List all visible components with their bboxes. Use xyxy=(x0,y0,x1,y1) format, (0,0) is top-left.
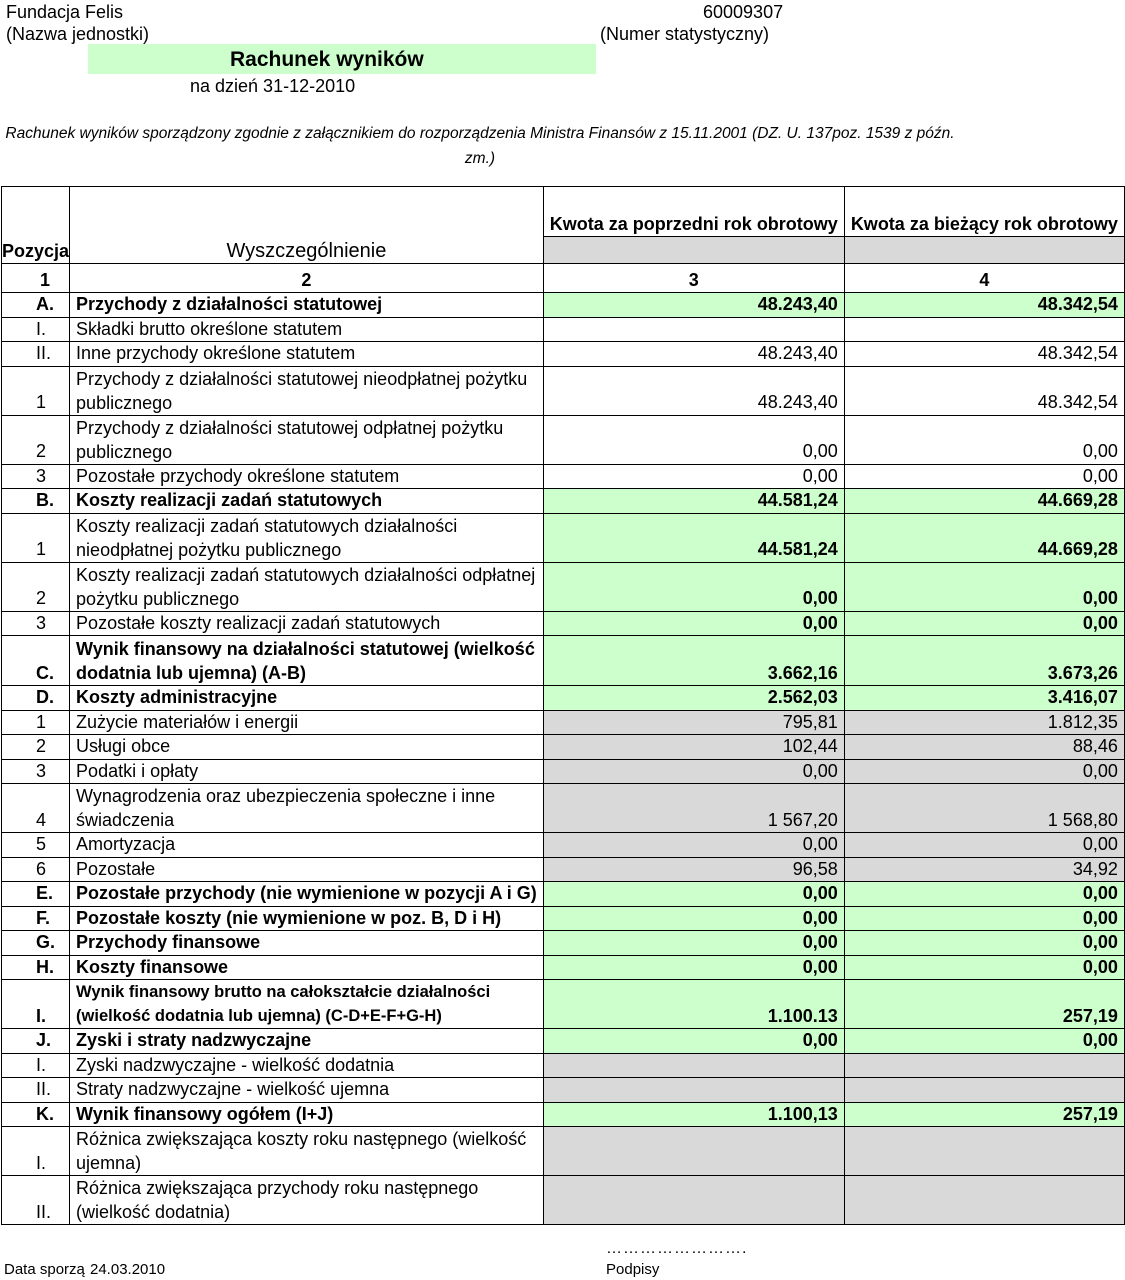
row-pos: H. xyxy=(2,955,70,980)
table-row xyxy=(2,1078,1125,1103)
row-desc: Amortyzacja xyxy=(70,833,544,858)
row-pos: D. xyxy=(2,686,70,711)
row-prev-value: 48.243,40 xyxy=(543,366,844,415)
table-row xyxy=(2,980,1125,1029)
table-row xyxy=(2,513,1125,562)
row-curr-value: 0,00 xyxy=(844,955,1124,980)
row-curr-value xyxy=(844,1078,1124,1103)
row-pos: J. xyxy=(2,1029,70,1054)
header-curr: Kwota za bieżący rok obrotowy xyxy=(844,187,1124,237)
row-curr-value: 0,00 xyxy=(844,464,1124,489)
row-pos: F. xyxy=(2,906,70,931)
row-desc: Wynik finansowy na działalności statutowej (wielkość dodatnia lub ujemna) (A-B) xyxy=(70,636,544,686)
row-desc: Przychody z działalności statutowej nieodpłatnej pożytku publicznego xyxy=(70,366,544,415)
row-curr-value xyxy=(844,1127,1124,1176)
row-desc: Koszty finansowe xyxy=(70,955,544,980)
row-desc: Wynik finansowy brutto na całokształcie działalności (wielkość dodatnia lub ujemna) (C-D+E-F+G-H) xyxy=(70,980,544,1029)
row-curr-value: 0,00 xyxy=(844,833,1124,858)
row-prev-value: 795,81 xyxy=(543,710,844,735)
row-desc: Różnica zwiększająca przychody roku następnego (wielkość dodatnia) xyxy=(70,1176,544,1225)
row-curr-value: 0,00 xyxy=(844,759,1124,784)
unit-label: (Nazwa jednostki) xyxy=(6,24,150,44)
row-curr-value: 48.342,54 xyxy=(844,366,1124,415)
row-curr-value: 3.416,07 xyxy=(844,686,1124,711)
row-curr-value: 0,00 xyxy=(844,931,1124,956)
row-prev-value xyxy=(543,1127,844,1176)
table-row xyxy=(2,784,1125,833)
row-prev-value: 0,00 xyxy=(543,415,844,464)
row-pos: 1 xyxy=(2,366,70,415)
table-row xyxy=(2,759,1125,784)
table-row xyxy=(2,931,1125,956)
table-row xyxy=(2,611,1125,636)
row-desc: Usługi obce xyxy=(70,735,544,760)
row-prev-value: 48.243,40 xyxy=(543,342,844,367)
row-desc: Koszty administracyjne xyxy=(70,686,544,711)
row-desc: Koszty realizacji zadań statutowych xyxy=(70,489,544,514)
row-prev-value: 2.562,03 xyxy=(543,686,844,711)
footer-date-label: Data sporzą xyxy=(4,1261,85,1278)
row-curr-value: 257,19 xyxy=(844,980,1124,1029)
row-curr-value: 0,00 xyxy=(844,906,1124,931)
footer-date-value: 24.03.2010 xyxy=(90,1261,166,1278)
row-prev-value: 0,00 xyxy=(543,611,844,636)
row-prev-value: 0,00 xyxy=(543,464,844,489)
row-pos: II. xyxy=(2,1078,70,1103)
row-desc: Koszty realizacji zadań statutowych działalności odpłatnej pożytku publicznego xyxy=(70,562,544,611)
row-pos: I. xyxy=(2,317,70,342)
row-pos: 1 xyxy=(2,513,70,562)
row-prev-value: 0,00 xyxy=(543,833,844,858)
header-prev: Kwota za poprzedni rok obrotowy xyxy=(543,187,844,237)
row-prev-value: 1.100,13 xyxy=(543,1102,844,1127)
table-row xyxy=(2,882,1125,907)
row-desc: Pozostałe przychody (nie wymienione w pozycji A i G) xyxy=(70,882,544,907)
row-prev-value: 96,58 xyxy=(543,857,844,882)
row-desc: Pozostałe xyxy=(70,857,544,882)
table-row xyxy=(2,1102,1125,1127)
column-number-row xyxy=(2,264,1125,293)
row-pos: I. xyxy=(2,1053,70,1078)
row-desc: Wynagrodzenia oraz ubezpieczenia społeczne i inne świadczenia xyxy=(70,784,544,833)
header-desc: Wyszczególnienie xyxy=(70,187,544,264)
row-curr-value: 1 568,80 xyxy=(844,784,1124,833)
row-curr-value xyxy=(844,317,1124,342)
table-row xyxy=(2,293,1125,318)
row-pos: B. xyxy=(2,489,70,514)
row-prev-value: 0,00 xyxy=(543,759,844,784)
header-pos: Pozycja xyxy=(2,187,70,264)
row-prev-value: 1.100.13 xyxy=(543,980,844,1029)
row-desc: Koszty realizacji zadań statutowych działalności nieodpłatnej pożytku publicznego xyxy=(70,513,544,562)
table-row xyxy=(2,906,1125,931)
table-row xyxy=(2,1053,1125,1078)
row-curr-value: 0,00 xyxy=(844,562,1124,611)
row-prev-value xyxy=(543,1176,844,1225)
row-prev-value: 0,00 xyxy=(543,931,844,956)
row-prev-value: 102,44 xyxy=(543,735,844,760)
row-prev-value: 44.581,24 xyxy=(543,513,844,562)
row-curr-value: 48.342,54 xyxy=(844,342,1124,367)
row-pos: II. xyxy=(2,342,70,367)
table-row xyxy=(2,710,1125,735)
signature-dots: ……………………. xyxy=(606,1240,748,1257)
row-pos: 2 xyxy=(2,415,70,464)
row-pos: 2 xyxy=(2,562,70,611)
row-pos: 5 xyxy=(2,833,70,858)
row-curr-value xyxy=(844,1176,1124,1225)
row-curr-value: 3.673,26 xyxy=(844,636,1124,686)
table-row xyxy=(2,857,1125,882)
row-pos: G. xyxy=(2,931,70,956)
row-pos: 2 xyxy=(2,735,70,760)
row-prev-value: 3.662,16 xyxy=(543,636,844,686)
row-pos: 6 xyxy=(2,857,70,882)
colnum-4: 4 xyxy=(844,264,1124,293)
legal-note: Rachunek wyników sporządzony zgodnie z załącznikiem do rozporządzenia Ministra Finansów z 15.11.2001 (DZ. U. 137poz. 1539 z późn. zm.) xyxy=(5,125,955,167)
header-prev-gray xyxy=(543,237,844,264)
row-desc: Pozostałe koszty (nie wymienione w poz. B, D i H) xyxy=(70,906,544,931)
row-pos: 1 xyxy=(2,710,70,735)
date-line: na dzień 31-12-2010 xyxy=(190,76,356,96)
table-header-row xyxy=(2,187,1125,237)
row-desc: Przychody z działalności statutowej odpłatnej pożytku publicznego xyxy=(70,415,544,464)
row-desc: Różnica zwiększająca koszty roku następnego (wielkość ujemna) xyxy=(70,1127,544,1176)
table-row xyxy=(2,464,1125,489)
row-desc: Pozostałe przychody określone statutem xyxy=(70,464,544,489)
row-curr-value: 0,00 xyxy=(844,1029,1124,1054)
row-pos: C. xyxy=(2,636,70,686)
row-curr-value: 88,46 xyxy=(844,735,1124,760)
row-curr-value: 0,00 xyxy=(844,882,1124,907)
row-prev-value: 1 567,20 xyxy=(543,784,844,833)
row-prev-value xyxy=(543,1053,844,1078)
row-desc: Zużycie materiałów i energii xyxy=(70,710,544,735)
row-curr-value: 257,19 xyxy=(844,1102,1124,1127)
table-row xyxy=(2,317,1125,342)
signature-label: Podpisy xyxy=(606,1261,660,1278)
colnum-2: 2 xyxy=(70,264,544,293)
row-pos: 3 xyxy=(2,611,70,636)
row-pos: I. xyxy=(2,1127,70,1176)
row-prev-value: 48.243,40 xyxy=(543,293,844,318)
row-prev-value xyxy=(543,1078,844,1103)
row-pos: A. xyxy=(2,293,70,318)
table-row xyxy=(2,366,1125,415)
row-desc: Przychody finansowe xyxy=(70,931,544,956)
table-row xyxy=(2,735,1125,760)
table-row xyxy=(2,1029,1125,1054)
row-curr-value: 48.342,54 xyxy=(844,293,1124,318)
table-row xyxy=(2,636,1125,686)
header-curr-gray xyxy=(844,237,1124,264)
row-pos: 3 xyxy=(2,759,70,784)
income-statement-table xyxy=(1,186,1125,1225)
row-curr-value: 1.812,35 xyxy=(844,710,1124,735)
stat-number: 60009307 xyxy=(703,2,784,22)
colnum-1: 1 xyxy=(2,264,70,293)
row-curr-value: 44.669,28 xyxy=(844,489,1124,514)
row-pos: II. xyxy=(2,1176,70,1225)
row-pos: 4 xyxy=(2,784,70,833)
row-desc: Pozostałe koszty realizacji zadań statutowych xyxy=(70,611,544,636)
row-prev-value xyxy=(543,317,844,342)
unit-name: Fundacja Felis xyxy=(6,2,124,22)
row-curr-value: 44.669,28 xyxy=(844,513,1124,562)
row-prev-value: 0,00 xyxy=(543,562,844,611)
row-desc: Inne przychody określone statutem xyxy=(70,342,544,367)
row-curr-value: 0,00 xyxy=(844,415,1124,464)
table-row xyxy=(2,686,1125,711)
row-desc: Przychody z działalności statutowej xyxy=(70,293,544,318)
row-desc: Wynik finansowy ogółem (I+J) xyxy=(70,1102,544,1127)
row-desc: Zyski nadzwyczajne - wielkość dodatnia xyxy=(70,1053,544,1078)
row-prev-value: 0,00 xyxy=(543,955,844,980)
table-row xyxy=(2,562,1125,611)
row-pos: K. xyxy=(2,1102,70,1127)
row-desc: Straty nadzwyczajne - wielkość ujemna xyxy=(70,1078,544,1103)
row-curr-value xyxy=(844,1053,1124,1078)
table-row xyxy=(2,955,1125,980)
row-pos: E. xyxy=(2,882,70,907)
row-desc: Składki brutto określone statutem xyxy=(70,317,544,342)
page-title: Rachunek wyników xyxy=(230,48,424,71)
table-row xyxy=(2,415,1125,464)
table-row xyxy=(2,833,1125,858)
row-desc: Podatki i opłaty xyxy=(70,759,544,784)
row-prev-value: 44.581,24 xyxy=(543,489,844,514)
stat-label: (Numer statystyczny) xyxy=(600,24,770,44)
row-prev-value: 0,00 xyxy=(543,882,844,907)
row-desc: Zyski i straty nadzwyczajne xyxy=(70,1029,544,1054)
row-curr-value: 34,92 xyxy=(844,857,1124,882)
table-row xyxy=(2,1176,1125,1225)
row-prev-value: 0,00 xyxy=(543,1029,844,1054)
colnum-3: 3 xyxy=(543,264,844,293)
row-pos: 3 xyxy=(2,464,70,489)
row-pos: I. xyxy=(2,980,70,1029)
table-row xyxy=(2,489,1125,514)
table-row xyxy=(2,342,1125,367)
row-curr-value: 0,00 xyxy=(844,611,1124,636)
table-row xyxy=(2,1127,1125,1176)
row-prev-value: 0,00 xyxy=(543,906,844,931)
